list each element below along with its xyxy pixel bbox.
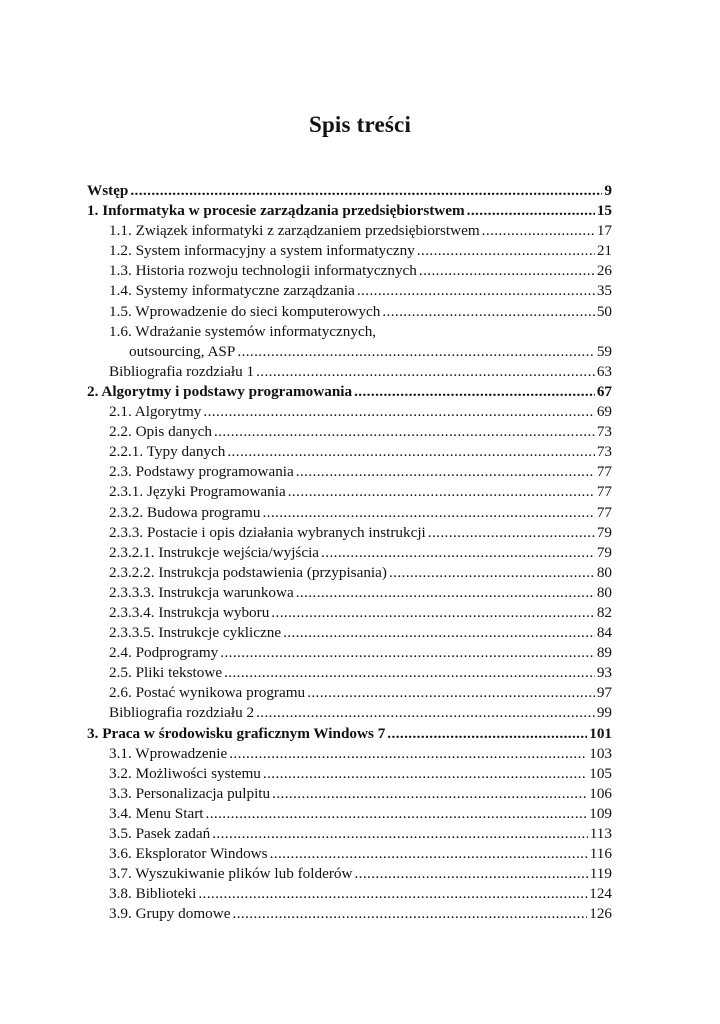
toc-entry-title: 2.2. Opis danych [109,423,212,441]
toc-entry [87,201,612,221]
toc-entry-title: outsourcing, ASP [129,342,236,360]
dot-leader [307,683,595,703]
dot-leader [263,764,587,784]
toc-entry [87,281,612,301]
dot-leader [271,603,595,623]
toc-entry-title: 3.4. Menu Start [109,804,204,822]
toc-entry [87,824,612,844]
dot-leader [419,261,595,281]
dot-leader [256,703,595,723]
dot-leader [389,563,595,583]
toc-entry [87,482,612,502]
toc-entry-title: 2.3.3. Postacie i opis działania wybranych instrukcji [109,523,426,541]
toc-entry-title: 3. Praca w środowisku graficznym Windows 7 [87,724,386,742]
toc-entry-title: 2.6. Postać wynikowa programu [109,684,306,702]
toc-entry-title: 2.3.2.1. Instrukcje wejścia/wyjścia [109,543,320,561]
toc-entry-title: 2.3.2. Budowa programu [109,503,261,521]
toc-entry-title: 3.1. Wprowadzenie [109,744,228,762]
dot-leader [270,844,588,864]
dot-leader [256,362,595,382]
toc-page-number: 101 [589,724,612,742]
toc-entry-title: 1.1. Związek informatyki z zarządzaniem przedsiębiorstwem [109,222,480,240]
toc-entry-title: 2.1. Algorytmy [109,403,202,421]
dot-leader [237,342,594,362]
toc-entry-title: 1. Informatyka w procesie zarządzania przedsiębiorstwem [87,202,465,220]
toc-entry-title: 2.5. Pliki tekstowe [109,664,223,682]
dot-leader [272,784,587,804]
toc-page-number: 116 [589,845,612,863]
toc-entry [87,643,612,663]
toc-page-number: 9 [604,182,612,199]
dot-leader [357,281,595,301]
dot-leader [354,864,587,884]
toc-page-number: 67 [596,382,612,400]
toc-entry-title: 2.3.1. Języki Programowania [109,483,286,501]
toc-page-number: 17 [596,222,612,240]
dot-leader [387,724,587,744]
toc-entry [87,804,612,824]
toc-entry [87,181,612,201]
toc-entry [87,342,612,362]
toc-entry [87,402,612,422]
toc-entry-title: 2.3.2.2. Instrukcja podstawienia (przypisania) [109,563,387,581]
toc-page-number: 82 [596,603,612,621]
toc-entry-title: 3.3. Personalizacja pulpitu [109,784,271,802]
toc-page-number: 109 [589,804,612,822]
toc-entry-title: 3.5. Pasek zadań [109,825,211,842]
toc-page-number: 99 [596,704,612,722]
dot-leader [212,824,588,844]
toc-entry [87,724,612,744]
dot-leader [220,643,595,663]
dot-leader [198,884,587,904]
dot-leader [296,462,595,482]
toc-entry [87,241,612,261]
toc-entry-title: 1.2. System informacyjny a system informatyczny [109,242,415,260]
toc-page-number: 124 [589,885,612,903]
toc-entry [87,844,612,864]
toc-page-number: 26 [596,262,612,280]
toc-entry [87,543,612,563]
toc-page-number: 59 [596,342,612,360]
toc-page-number: 79 [596,543,612,561]
toc-page-number: 69 [596,403,612,421]
toc-entry [87,462,612,482]
toc-entry-title: 2.3. Podstawy programowania [109,463,294,481]
toc-entry [87,583,612,603]
toc-entry [87,603,612,623]
toc-entry-title: 1.4. Systemy informatyczne zarządzania [109,282,355,300]
toc-entry-title: 3.6. Eksplorator Windows [109,845,268,863]
toc-entry-title: 2. Algorytmy i podstawy programowania [87,382,353,400]
toc-page-number: 103 [589,744,612,762]
toc-page-number: 80 [596,563,612,581]
toc-entry [87,221,612,241]
dot-leader [321,543,595,563]
table-of-contents [87,181,612,924]
page-title: Spis treści [308,112,412,137]
toc-entry-title: 3.7. Wyszukiwanie plików lub folderów [109,865,353,883]
toc-entry-title: Wstęp [87,182,129,199]
toc-entry [87,362,612,382]
toc-page-number: 84 [596,624,612,642]
dot-leader [203,402,594,422]
toc-page-number: 77 [596,463,612,481]
toc-entry [87,563,612,583]
toc-entry [87,302,612,322]
toc-page-number: 77 [596,483,612,501]
toc-page-number: 73 [596,443,612,461]
dot-leader [233,904,588,924]
toc-entry-title: 2.3.3.5. Instrukcje cykliczne [109,624,282,642]
toc-entry [87,422,612,442]
dot-leader [130,181,602,201]
toc-page-number: 113 [589,825,612,842]
toc-entry-title: Bibliografia rozdziału 2 [109,704,255,722]
toc-entry-title: 3.9. Grupy domowe [109,905,231,923]
toc-entry-title: 1.3. Historia rozwoju technologii informatycznych [109,262,417,280]
dot-leader [283,623,595,643]
toc-entry [87,884,612,904]
dot-leader [382,302,594,322]
toc-entry-title: 2.3.3.3. Instrukcja warunkowa [109,583,294,601]
toc-entry-title: 2.2.1. Typy danych [109,443,226,461]
toc-page-number: 126 [589,905,612,923]
dot-leader [428,523,595,543]
toc-page-number: 77 [596,503,612,521]
toc-page-number: 79 [596,523,612,541]
toc-entry [87,744,612,764]
toc-page-number: 21 [596,242,612,260]
dot-leader [262,503,594,523]
toc-page-number: 105 [589,764,612,782]
dot-leader [296,583,595,603]
toc-entry-title: 1.6. Wdrażanie systemów informatycznych, [109,322,377,340]
dot-leader [224,663,595,683]
dot-leader [229,744,587,764]
toc-entry [87,703,612,723]
toc-entry-title: 3.2. Możliwości systemu [109,764,261,782]
toc-entry-title: 2.3.3.4. Instrukcja wyboru [109,603,270,621]
toc-page-number: 119 [589,865,612,883]
dot-leader [227,442,594,462]
toc-entry-title: 2.4. Podprogramy [109,644,219,662]
toc-entry [87,764,612,784]
toc-entry [87,784,612,804]
toc-entry-title: Bibliografia rozdziału 1 [109,362,255,380]
toc-entry [87,261,612,281]
toc-entry-title: 3.8. Biblioteki [109,885,197,903]
toc-page-number: 93 [596,664,612,682]
toc-page-number: 80 [596,583,612,601]
dot-leader [206,804,588,824]
toc-entry [87,503,612,523]
toc-entry [87,442,612,462]
toc-entry [87,523,612,543]
toc-page-number: 89 [596,644,612,662]
toc-entry [87,623,612,643]
toc-page-number: 106 [589,784,612,802]
toc-entry [87,904,612,924]
toc-entry [87,683,612,703]
toc-entry [87,663,612,683]
toc-entry [87,382,612,402]
toc-page-number: 35 [596,282,612,300]
toc-entry [87,864,612,884]
toc-page-number: 63 [596,362,612,380]
dot-leader [214,422,595,442]
toc-entry-title: 1.5. Wprowadzenie do sieci komputerowych [109,302,381,320]
toc-page-number: 97 [596,684,612,702]
dot-leader [467,201,595,221]
dot-leader [417,241,595,261]
toc-page-number: 50 [596,302,612,320]
toc-page-number: 73 [596,423,612,441]
dot-leader [354,382,595,402]
dot-leader [482,221,595,241]
toc-entry [87,322,612,342]
dot-leader [288,482,595,502]
toc-page-number: 15 [596,202,612,220]
